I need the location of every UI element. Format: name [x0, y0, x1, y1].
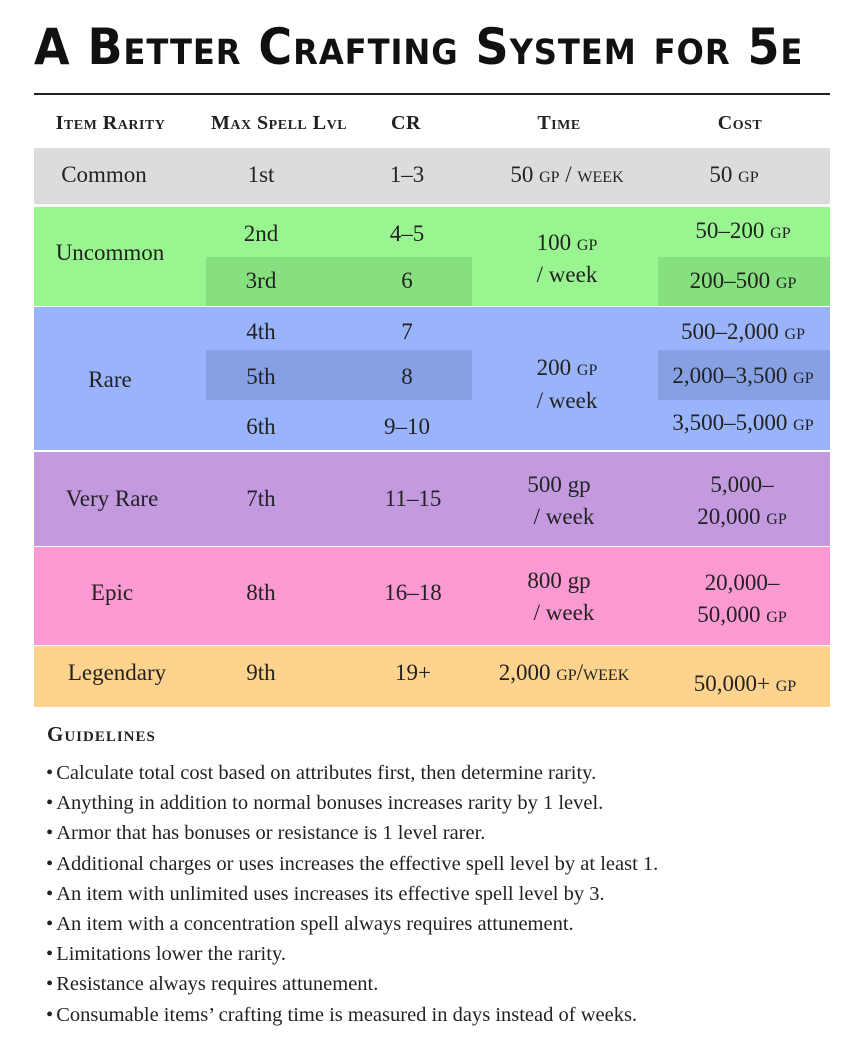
header-time: Time — [537, 112, 581, 134]
guideline-item: • An item with a concentration spell always requires attunement. — [46, 909, 658, 939]
legendary-cost: 50,000+ gp — [693, 671, 797, 696]
guideline-item: • Resistance always requires attunement. — [46, 969, 658, 999]
uncommon-time-line2: / week — [536, 262, 598, 287]
uncommon-spell-2nd: 2nd — [243, 221, 279, 246]
title-divider — [34, 93, 830, 95]
rare-cr-2: 8 — [401, 364, 413, 389]
guideline-item: • Additional charges or uses increases the effective spell level by at least 1. — [46, 849, 658, 879]
uncommon-rarity: Uncommon — [55, 240, 165, 265]
header-item-rarity: Item Rarity — [55, 112, 166, 134]
guidelines-heading: Guidelines — [47, 722, 156, 746]
page-title: A Better Crafting System for 5e — [34, 18, 804, 76]
very-rare-cost-line1: 5,000– — [710, 472, 774, 497]
epic-rarity: Epic — [90, 580, 134, 605]
guideline-item: • Limitations lower the rarity. — [46, 939, 658, 969]
row-rare — [34, 307, 830, 450]
rare-cost-3: 3,500–5,000 gp — [672, 410, 814, 435]
uncommon-cost-1: 50–200 gp — [695, 218, 791, 243]
legendary-rarity: Legendary — [67, 660, 167, 685]
legendary-time: 2,000 gp/week — [498, 660, 630, 685]
very-rare-cr: 11–15 — [384, 486, 442, 511]
rare-cost-1: 500–2,000 gp — [681, 319, 805, 344]
rare-cost-2: 2,000–3,500 gp — [672, 363, 814, 388]
uncommon-time-line1: 100 gp — [536, 230, 598, 255]
header-cost: Cost — [717, 112, 763, 134]
uncommon-cr-1: 4–5 — [389, 221, 425, 246]
common-cost: 50 gp — [709, 162, 759, 187]
row-epic — [34, 547, 830, 645]
rare-spell-4th: 4th — [246, 319, 276, 344]
row-legendary — [34, 646, 830, 707]
uncommon-cr-2: 6 — [401, 268, 413, 293]
epic-cr: 16–18 — [384, 580, 442, 605]
rare-spell-5th: 5th — [246, 364, 276, 389]
very-rare-time-line1: 500 gp — [527, 472, 591, 497]
very-rare-time-line2: / week — [533, 504, 595, 529]
header-cr: CR — [391, 112, 421, 134]
row-very-rare — [34, 452, 830, 546]
rare-spell-6th: 6th — [246, 414, 276, 439]
guideline-item: • Consumable items’ crafting time is measured in days instead of weeks. — [46, 1000, 658, 1030]
epic-time-line1: 800 gp — [527, 568, 591, 593]
guideline-item: • Anything in addition to normal bonuses increases rarity by 1 level. — [46, 788, 658, 818]
very-rare-spell: 7th — [246, 486, 276, 511]
epic-spell: 8th — [246, 580, 276, 605]
common-rarity: Common — [61, 162, 147, 187]
rare-time-line1: 200 gp — [536, 355, 598, 380]
rare-cr-1: 7 — [401, 319, 413, 344]
guideline-item: • Calculate total cost based on attributes first, then determine rarity. — [46, 758, 658, 788]
common-spell: 1st — [247, 162, 275, 187]
very-rare-rarity: Very Rare — [65, 486, 159, 511]
guideline-item: • An item with unlimited uses increases its effective spell level by 3. — [46, 879, 658, 909]
rare-time-line2: / week — [536, 388, 598, 413]
guideline-item: • Armor that has bonuses or resistance is 1 level rarer. — [46, 818, 658, 848]
row-uncommon — [34, 207, 830, 306]
rare-cr-3: 9–10 — [384, 414, 430, 439]
rare-rarity: Rare — [88, 367, 132, 392]
guidelines-list — [46, 758, 658, 1030]
uncommon-cost-2: 200–500 gp — [689, 268, 797, 293]
epic-time-line2: / week — [533, 600, 595, 625]
common-time: 50 gp / week — [510, 162, 624, 187]
legendary-spell: 9th — [246, 660, 276, 685]
legendary-cr: 19+ — [395, 660, 431, 685]
epic-cost-line2: 50,000 gp — [697, 602, 787, 627]
row-common — [34, 148, 830, 204]
uncommon-spell-3rd: 3rd — [245, 268, 277, 293]
common-cr: 1–3 — [389, 162, 425, 187]
very-rare-cost-line2: 20,000 gp — [697, 504, 787, 529]
epic-cost-line1: 20,000– — [704, 570, 780, 595]
header-max-spell-level: Max Spell Lvl — [210, 112, 348, 134]
